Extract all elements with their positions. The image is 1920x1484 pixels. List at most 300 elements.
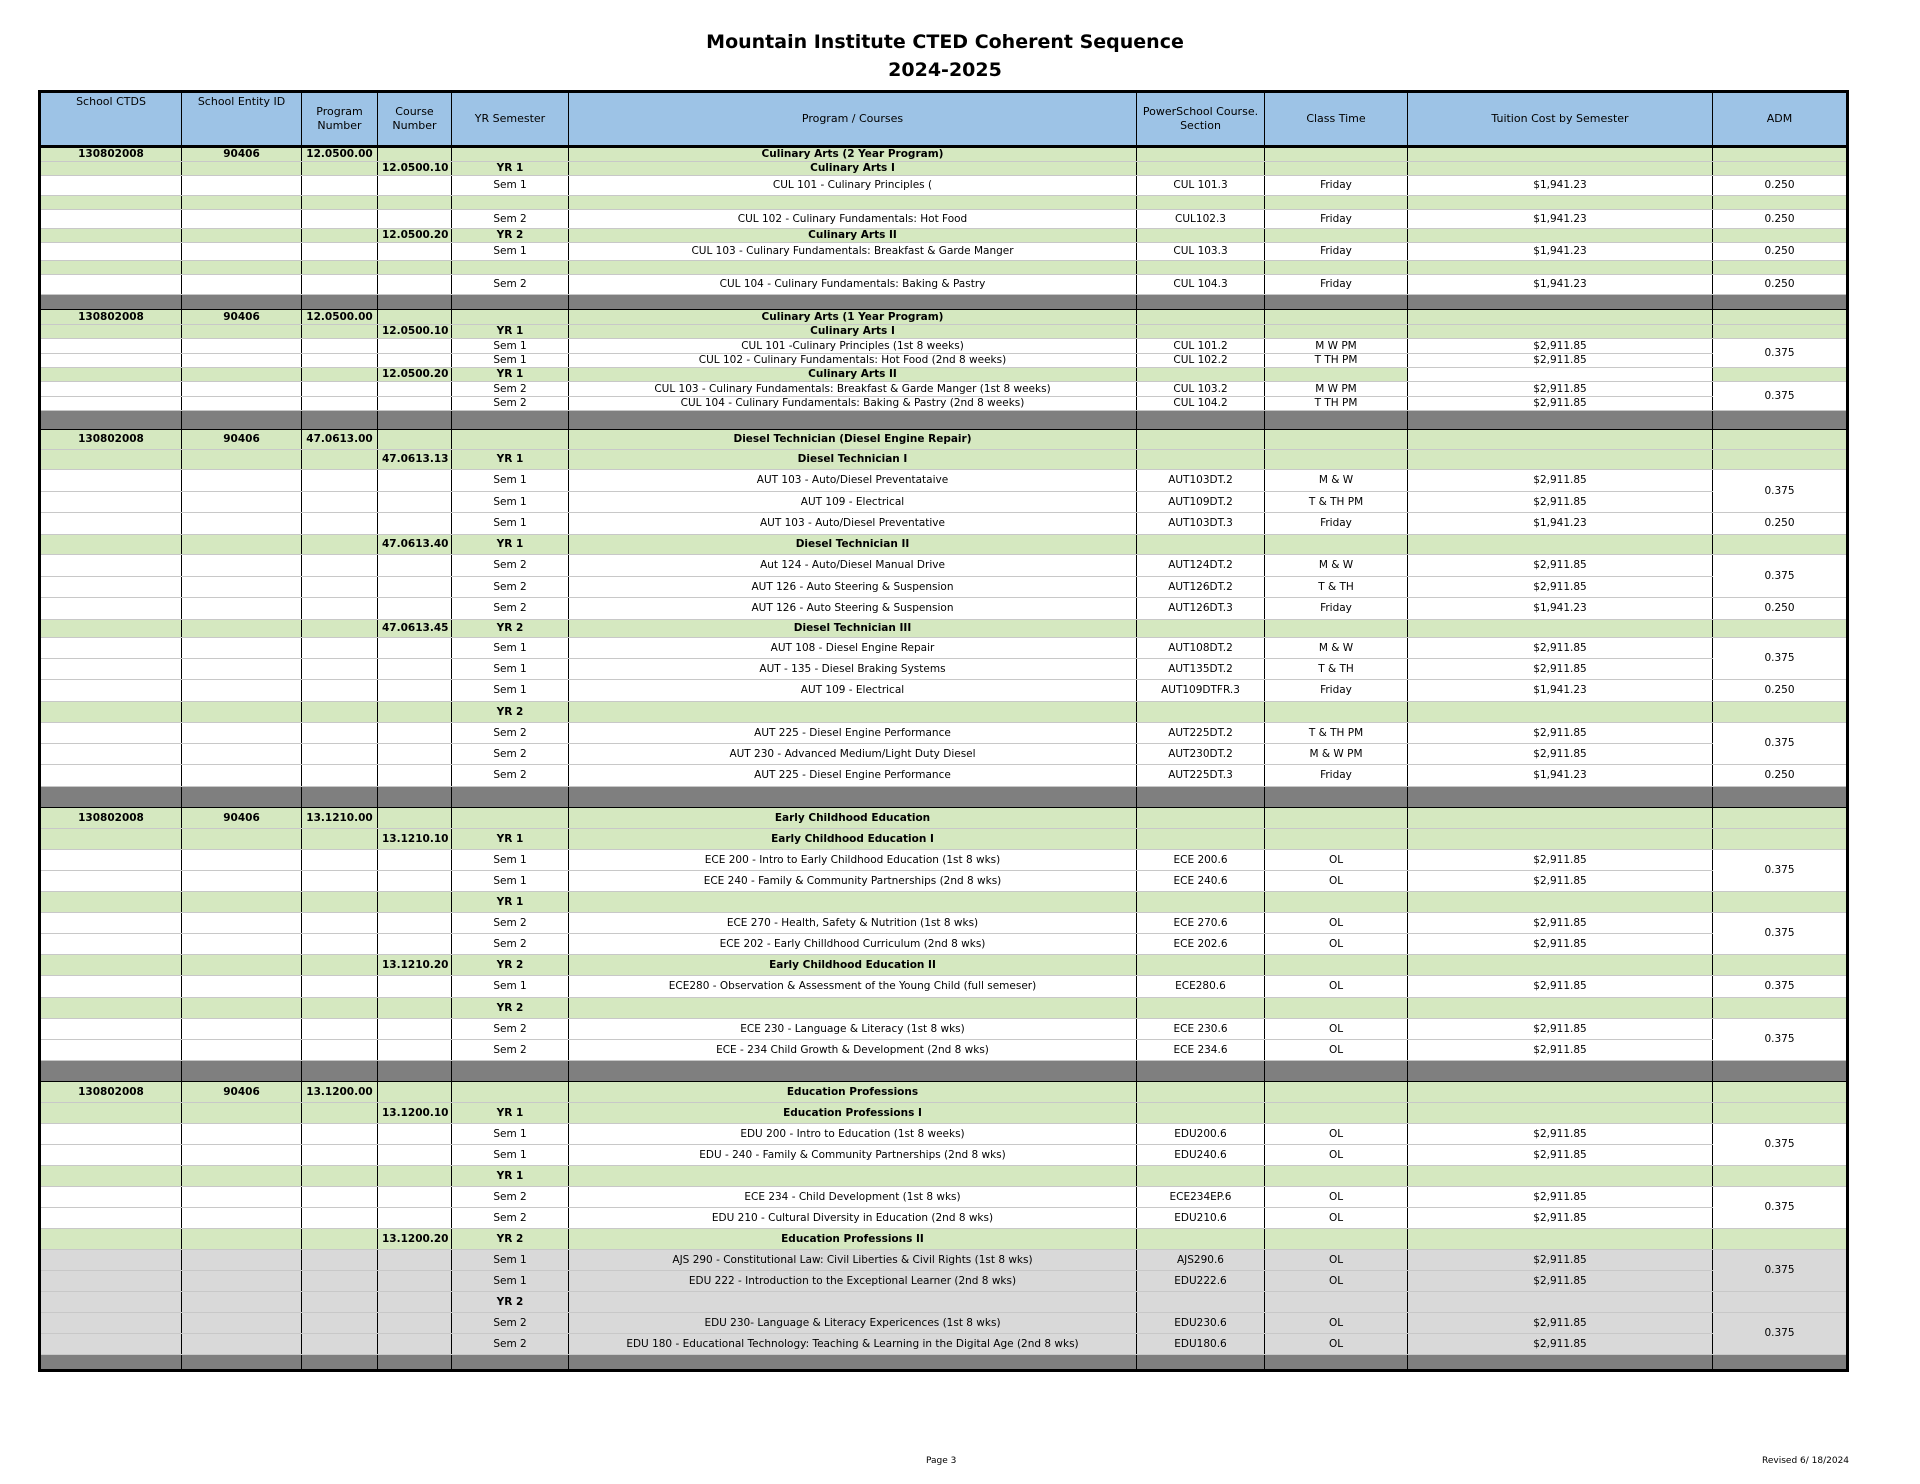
table-row xyxy=(40,892,1848,913)
cell-program-course: AUT 109 - Electrical xyxy=(569,680,1137,702)
cell-ctds xyxy=(40,261,182,275)
col-header: Course Number xyxy=(378,92,452,147)
cell-program-number xyxy=(302,295,378,310)
cell-course-number xyxy=(378,275,452,295)
cell-program-number xyxy=(302,723,378,744)
table-row xyxy=(40,850,1848,871)
cell-yr-semester: Sem 1 xyxy=(452,850,569,871)
cell-class-time: OL xyxy=(1265,1019,1408,1040)
cell-entity-id xyxy=(182,702,302,723)
cell-ctds: 130802008 xyxy=(40,147,182,162)
cell-class-time: OL xyxy=(1265,976,1408,998)
cell-program-number xyxy=(302,492,378,513)
cell-tuition: $2,911.85 xyxy=(1408,354,1713,368)
table-row xyxy=(40,295,1848,310)
cell-program-course: Culinary Arts II xyxy=(569,368,1137,382)
cell-yr-semester: YR 2 xyxy=(452,1229,569,1250)
cell-program-course: ECE 240 - Family & Community Partnerships (2nd 8 wks) xyxy=(569,871,1137,892)
cell-section: ECE234EP.6 xyxy=(1137,1187,1265,1208)
cell-class-time xyxy=(1265,829,1408,850)
cell-yr-semester: Sem 2 xyxy=(452,555,569,577)
cell-yr-semester: Sem 1 xyxy=(452,470,569,492)
cell-yr-semester xyxy=(452,196,569,210)
table-row xyxy=(40,354,1848,368)
table-row xyxy=(40,555,1848,577)
cell-program-course: Education Professions xyxy=(569,1082,1137,1103)
cell-course-number xyxy=(378,638,452,659)
cell-entity-id xyxy=(182,1019,302,1040)
cell-class-time: T & TH PM xyxy=(1265,723,1408,744)
cell-tuition: $1,941.23 xyxy=(1408,680,1713,702)
cell-adm: 0.375 xyxy=(1713,723,1848,765)
table-row xyxy=(40,934,1848,955)
cell-adm xyxy=(1713,1166,1848,1187)
cell-entity-id xyxy=(182,1124,302,1145)
cell-entity-id xyxy=(182,723,302,744)
cell-ctds xyxy=(40,1229,182,1250)
cell-yr-semester: Sem 2 xyxy=(452,397,569,411)
cell-yr-semester: Sem 2 xyxy=(452,598,569,620)
cell-section: ECE 202.6 xyxy=(1137,934,1265,955)
cell-yr-semester: Sem 1 xyxy=(452,354,569,368)
cell-course-number xyxy=(378,1124,452,1145)
cell-tuition: $2,911.85 xyxy=(1408,638,1713,659)
cell-ctds xyxy=(40,229,182,243)
cell-adm xyxy=(1713,808,1848,829)
table-row xyxy=(40,470,1848,492)
cell-tuition: $1,941.23 xyxy=(1408,765,1713,787)
cell-program-course: CUL 103 - Culinary Fundamentals: Breakfast & Garde Manger xyxy=(569,243,1137,261)
cell-tuition: $1,941.23 xyxy=(1408,598,1713,620)
cell-ctds xyxy=(40,702,182,723)
cell-entity-id xyxy=(182,1208,302,1229)
cell-class-time: Friday xyxy=(1265,513,1408,535)
cell-program-number xyxy=(302,1208,378,1229)
cell-class-time: M & W xyxy=(1265,555,1408,577)
cell-tuition: $2,911.85 xyxy=(1408,871,1713,892)
cell-entity-id xyxy=(182,261,302,275)
cell-adm: 0.250 xyxy=(1713,210,1848,229)
cell-program-course: Early Childhood Education I xyxy=(569,829,1137,850)
cell-yr-semester: Sem 2 xyxy=(452,275,569,295)
cell-course-number xyxy=(378,744,452,765)
cell-adm: 0.375 xyxy=(1713,913,1848,955)
cell-program-course xyxy=(569,1355,1137,1371)
cell-program-course xyxy=(569,1292,1137,1313)
cell-program-number xyxy=(302,243,378,261)
page-title: Mountain Institute CTED Coherent Sequence xyxy=(706,31,1184,53)
cell-class-time: T TH PM xyxy=(1265,397,1408,411)
cell-course-number xyxy=(378,1187,452,1208)
cell-course-number xyxy=(378,310,452,325)
cell-tuition xyxy=(1408,196,1713,210)
cell-class-time: OL xyxy=(1265,913,1408,934)
cell-ctds xyxy=(40,680,182,702)
cell-adm: 0.375 xyxy=(1713,638,1848,680)
cell-section xyxy=(1137,295,1265,310)
cell-course-number xyxy=(378,1166,452,1187)
cell-yr-semester xyxy=(452,261,569,275)
cell-tuition: $2,911.85 xyxy=(1408,555,1713,577)
cell-tuition xyxy=(1408,162,1713,176)
cell-yr-semester: Sem 1 xyxy=(452,638,569,659)
cell-section: CUL102.3 xyxy=(1137,210,1265,229)
cell-tuition: $2,911.85 xyxy=(1408,850,1713,871)
cell-entity-id xyxy=(182,1103,302,1124)
cell-course-number xyxy=(378,1250,452,1271)
cell-tuition: $2,911.85 xyxy=(1408,934,1713,955)
table-row xyxy=(40,787,1848,808)
cell-section: AUT108DT.2 xyxy=(1137,638,1265,659)
cell-program-number xyxy=(302,765,378,787)
cell-section xyxy=(1137,1082,1265,1103)
cell-program-course: CUL 103 - Culinary Fundamentals: Breakfast & Garde Manger (1st 8 weeks) xyxy=(569,382,1137,397)
cell-program-course: Diesel Technician (Diesel Engine Repair) xyxy=(569,430,1137,450)
cell-course-number: 47.0613.45 xyxy=(378,620,452,638)
cell-yr-semester: YR 1 xyxy=(452,162,569,176)
cell-section xyxy=(1137,229,1265,243)
cell-ctds xyxy=(40,1208,182,1229)
cell-program-number xyxy=(302,577,378,598)
cell-yr-semester: YR 2 xyxy=(452,702,569,723)
cell-course-number xyxy=(378,702,452,723)
table-row xyxy=(40,1334,1848,1355)
cell-entity-id xyxy=(182,913,302,934)
cell-section: CUL 103.3 xyxy=(1137,243,1265,261)
table-row xyxy=(40,261,1848,275)
cell-class-time: Friday xyxy=(1265,210,1408,229)
cell-course-number xyxy=(378,1313,452,1334)
cell-program-course xyxy=(569,787,1137,808)
cell-section: AUT109DT.2 xyxy=(1137,492,1265,513)
cell-entity-id xyxy=(182,450,302,470)
cell-entity-id xyxy=(182,955,302,976)
table-row xyxy=(40,1250,1848,1271)
cell-entity-id xyxy=(182,976,302,998)
cell-class-time: T & TH xyxy=(1265,577,1408,598)
col-header: PowerSchool Course. Section xyxy=(1137,92,1265,147)
cell-course-number xyxy=(378,339,452,354)
cell-yr-semester: Sem 2 xyxy=(452,1313,569,1334)
cell-yr-semester xyxy=(452,1082,569,1103)
cell-tuition: $2,911.85 xyxy=(1408,1019,1713,1040)
cell-section: ECE 230.6 xyxy=(1137,1019,1265,1040)
table-row xyxy=(40,229,1848,243)
cell-adm xyxy=(1713,955,1848,976)
table-row xyxy=(40,310,1848,325)
cell-program-number xyxy=(302,1187,378,1208)
cell-entity-id xyxy=(182,1229,302,1250)
cell-course-number: 47.0613.13 xyxy=(378,450,452,470)
cell-entity-id xyxy=(182,1355,302,1371)
table-row xyxy=(40,659,1848,680)
cell-section: EDU210.6 xyxy=(1137,1208,1265,1229)
cell-entity-id xyxy=(182,659,302,680)
cell-course-number xyxy=(378,513,452,535)
cell-yr-semester: Sem 1 xyxy=(452,492,569,513)
cell-tuition: $1,941.23 xyxy=(1408,210,1713,229)
cell-course-number: 13.1200.20 xyxy=(378,1229,452,1250)
cell-course-number xyxy=(378,210,452,229)
cell-adm: 0.250 xyxy=(1713,176,1848,196)
cell-course-number xyxy=(378,871,452,892)
cell-section xyxy=(1137,787,1265,808)
cell-course-number xyxy=(378,397,452,411)
cell-program-number xyxy=(302,620,378,638)
col-header: Program / Courses xyxy=(569,92,1137,147)
cell-program-course: ECE 234 - Child Development (1st 8 wks) xyxy=(569,1187,1137,1208)
cell-tuition xyxy=(1408,325,1713,339)
cell-program-course: EDU 210 - Cultural Diversity in Education (2nd 8 wks) xyxy=(569,1208,1137,1229)
table-row xyxy=(40,598,1848,620)
table-row xyxy=(40,680,1848,702)
cell-ctds: 130802008 xyxy=(40,808,182,829)
cell-course-number xyxy=(378,577,452,598)
table-row xyxy=(40,368,1848,382)
cell-section xyxy=(1137,310,1265,325)
cell-tuition xyxy=(1408,1082,1713,1103)
cell-adm xyxy=(1713,1082,1848,1103)
table-row xyxy=(40,430,1848,450)
cell-section: AUT126DT.2 xyxy=(1137,577,1265,598)
cell-class-time xyxy=(1265,892,1408,913)
cell-ctds xyxy=(40,829,182,850)
cell-program-number xyxy=(302,535,378,555)
cell-program-course: Culinary Arts (1 Year Program) xyxy=(569,310,1137,325)
cell-program-number xyxy=(302,1103,378,1124)
cell-entity-id xyxy=(182,892,302,913)
cell-adm xyxy=(1713,998,1848,1019)
cell-class-time xyxy=(1265,1103,1408,1124)
page-number: Page 3 xyxy=(926,1456,957,1466)
cell-tuition: $2,911.85 xyxy=(1408,397,1713,411)
cell-ctds xyxy=(40,411,182,430)
cell-yr-semester: Sem 1 xyxy=(452,339,569,354)
table-row xyxy=(40,1187,1848,1208)
revised-date: Revised 6/ 18/2024 xyxy=(1762,1456,1850,1466)
cell-tuition xyxy=(1408,998,1713,1019)
cell-ctds xyxy=(40,325,182,339)
cell-class-time: Friday xyxy=(1265,765,1408,787)
cell-program-number xyxy=(302,934,378,955)
cell-program-number xyxy=(302,261,378,275)
cell-section xyxy=(1137,702,1265,723)
cell-tuition: $2,911.85 xyxy=(1408,577,1713,598)
cell-adm xyxy=(1713,147,1848,162)
cell-ctds xyxy=(40,1271,182,1292)
cell-section: AUT126DT.3 xyxy=(1137,598,1265,620)
cell-section: EDU230.6 xyxy=(1137,1313,1265,1334)
cell-class-time xyxy=(1265,162,1408,176)
cell-ctds xyxy=(40,638,182,659)
cell-class-time: OL xyxy=(1265,1187,1408,1208)
cell-class-time: OL xyxy=(1265,1124,1408,1145)
cell-yr-semester: Sem 2 xyxy=(452,934,569,955)
cell-program-number xyxy=(302,450,378,470)
cell-ctds xyxy=(40,1292,182,1313)
table-row xyxy=(40,1166,1848,1187)
cell-program-course xyxy=(569,1061,1137,1082)
cell-entity-id xyxy=(182,492,302,513)
col-header: Tuition Cost by Semester xyxy=(1408,92,1713,147)
cell-course-number: 12.0500.20 xyxy=(378,229,452,243)
table-row xyxy=(40,955,1848,976)
cell-course-number xyxy=(378,1292,452,1313)
cell-entity-id xyxy=(182,354,302,368)
cell-adm: 0.375 xyxy=(1713,1019,1848,1061)
cell-ctds xyxy=(40,243,182,261)
cell-section xyxy=(1137,808,1265,829)
cell-tuition xyxy=(1408,1061,1713,1082)
cell-program-course: AUT 225 - Diesel Engine Performance xyxy=(569,723,1137,744)
cell-entity-id: 90406 xyxy=(182,430,302,450)
cell-program-course: AUT 103 - Auto/Diesel Preventataive xyxy=(569,470,1137,492)
cell-ctds xyxy=(40,1334,182,1355)
cell-section: CUL 104.3 xyxy=(1137,275,1265,295)
cell-course-number xyxy=(378,934,452,955)
table-row xyxy=(40,871,1848,892)
cell-entity-id xyxy=(182,1292,302,1313)
cell-class-time: M & W xyxy=(1265,470,1408,492)
cell-class-time: T & TH xyxy=(1265,659,1408,680)
cell-ctds xyxy=(40,620,182,638)
cell-adm: 0.375 xyxy=(1713,382,1848,411)
cell-program-course: Culinary Arts I xyxy=(569,325,1137,339)
table-row xyxy=(40,723,1848,744)
cell-program-number xyxy=(302,470,378,492)
cell-program-course: CUL 104 - Culinary Fundamentals: Baking & Pastry (2nd 8 weeks) xyxy=(569,397,1137,411)
cell-course-number: 47.0613.40 xyxy=(378,535,452,555)
cell-program-course: EDU - 240 - Family & Community Partnerships (2nd 8 wks) xyxy=(569,1145,1137,1166)
cell-adm xyxy=(1713,295,1848,310)
cell-tuition: $2,911.85 xyxy=(1408,1313,1713,1334)
cell-section xyxy=(1137,998,1265,1019)
cell-section xyxy=(1137,411,1265,430)
table-row xyxy=(40,1019,1848,1040)
cell-program-course: EDU 230- Language & Literacy Expericences (1st 8 wks) xyxy=(569,1313,1137,1334)
cell-program-course: Culinary Arts (2 Year Program) xyxy=(569,147,1137,162)
cell-adm: 0.250 xyxy=(1713,275,1848,295)
table-row xyxy=(40,1061,1848,1082)
table-row xyxy=(40,1271,1848,1292)
table-row xyxy=(40,1313,1848,1334)
cell-yr-semester xyxy=(452,310,569,325)
cell-ctds xyxy=(40,382,182,397)
cell-program-number xyxy=(302,1061,378,1082)
cell-section: CUL 101.2 xyxy=(1137,339,1265,354)
cell-course-number xyxy=(378,411,452,430)
cell-entity-id xyxy=(182,1145,302,1166)
table-row xyxy=(40,382,1848,397)
cell-yr-semester: Sem 1 xyxy=(452,1145,569,1166)
cell-class-time xyxy=(1265,325,1408,339)
cell-ctds: 130802008 xyxy=(40,430,182,450)
cell-program-number xyxy=(302,382,378,397)
cell-adm xyxy=(1713,450,1848,470)
cell-ctds xyxy=(40,1355,182,1371)
cell-ctds: 130802008 xyxy=(40,1082,182,1103)
cell-program-course: Education Professions I xyxy=(569,1103,1137,1124)
cell-course-number xyxy=(378,295,452,310)
cell-section xyxy=(1137,368,1265,382)
cell-ctds xyxy=(40,871,182,892)
cell-yr-semester xyxy=(452,808,569,829)
cell-section xyxy=(1137,620,1265,638)
cell-class-time: OL xyxy=(1265,1250,1408,1271)
cell-yr-semester: YR 1 xyxy=(452,535,569,555)
page-subtitle-year: 2024-2025 xyxy=(888,59,1002,81)
cell-ctds xyxy=(40,577,182,598)
cell-course-number xyxy=(378,787,452,808)
cell-entity-id xyxy=(182,934,302,955)
cell-entity-id xyxy=(182,275,302,295)
cell-section xyxy=(1137,955,1265,976)
cell-yr-semester: YR 1 xyxy=(452,1166,569,1187)
cell-entity-id xyxy=(182,555,302,577)
cell-tuition xyxy=(1408,535,1713,555)
cell-yr-semester: YR 1 xyxy=(452,368,569,382)
cell-entity-id xyxy=(182,470,302,492)
cell-entity-id xyxy=(182,744,302,765)
cell-yr-semester: Sem 2 xyxy=(452,765,569,787)
cell-yr-semester xyxy=(452,147,569,162)
table-row xyxy=(40,577,1848,598)
cell-program-number: 13.1210.00 xyxy=(302,808,378,829)
cell-program-course: ECE280 - Observation & Assessment of the Young Child (full semeser) xyxy=(569,976,1137,998)
cell-entity-id xyxy=(182,638,302,659)
col-header: YR Semester xyxy=(452,92,569,147)
cell-adm xyxy=(1713,787,1848,808)
cell-section: CUL 101.3 xyxy=(1137,176,1265,196)
table-body xyxy=(40,147,1848,1371)
cell-section: EDU200.6 xyxy=(1137,1124,1265,1145)
cell-tuition xyxy=(1408,808,1713,829)
cell-tuition: $2,911.85 xyxy=(1408,976,1713,998)
col-header: School Entity ID xyxy=(182,92,302,147)
cell-entity-id xyxy=(182,513,302,535)
cell-class-time xyxy=(1265,1166,1408,1187)
cell-class-time xyxy=(1265,196,1408,210)
cell-section xyxy=(1137,1355,1265,1371)
cell-program-number xyxy=(302,162,378,176)
cell-tuition: $1,941.23 xyxy=(1408,243,1713,261)
cell-course-number xyxy=(378,1082,452,1103)
cell-program-course: AUT 109 - Electrical xyxy=(569,492,1137,513)
cell-program-course: CUL 102 - Culinary Fundamentals: Hot Food (2nd 8 weeks) xyxy=(569,354,1137,368)
table-row xyxy=(40,275,1848,295)
cell-adm xyxy=(1713,892,1848,913)
cell-course-number xyxy=(378,354,452,368)
cell-course-number xyxy=(378,261,452,275)
cell-adm xyxy=(1713,368,1848,382)
cell-yr-semester: Sem 2 xyxy=(452,1187,569,1208)
cell-entity-id xyxy=(182,787,302,808)
cell-course-number xyxy=(378,555,452,577)
cell-program-number xyxy=(302,1229,378,1250)
cell-adm: 0.375 xyxy=(1713,976,1848,998)
table-row xyxy=(40,620,1848,638)
cell-program-course xyxy=(569,892,1137,913)
cell-program-course xyxy=(569,261,1137,275)
cell-section xyxy=(1137,430,1265,450)
cell-ctds xyxy=(40,535,182,555)
cell-tuition: $2,911.85 xyxy=(1408,339,1713,354)
cell-section: EDU222.6 xyxy=(1137,1271,1265,1292)
cell-yr-semester: YR 1 xyxy=(452,325,569,339)
cell-program-number xyxy=(302,829,378,850)
cell-tuition: $1,941.23 xyxy=(1408,176,1713,196)
cell-program-number xyxy=(302,976,378,998)
